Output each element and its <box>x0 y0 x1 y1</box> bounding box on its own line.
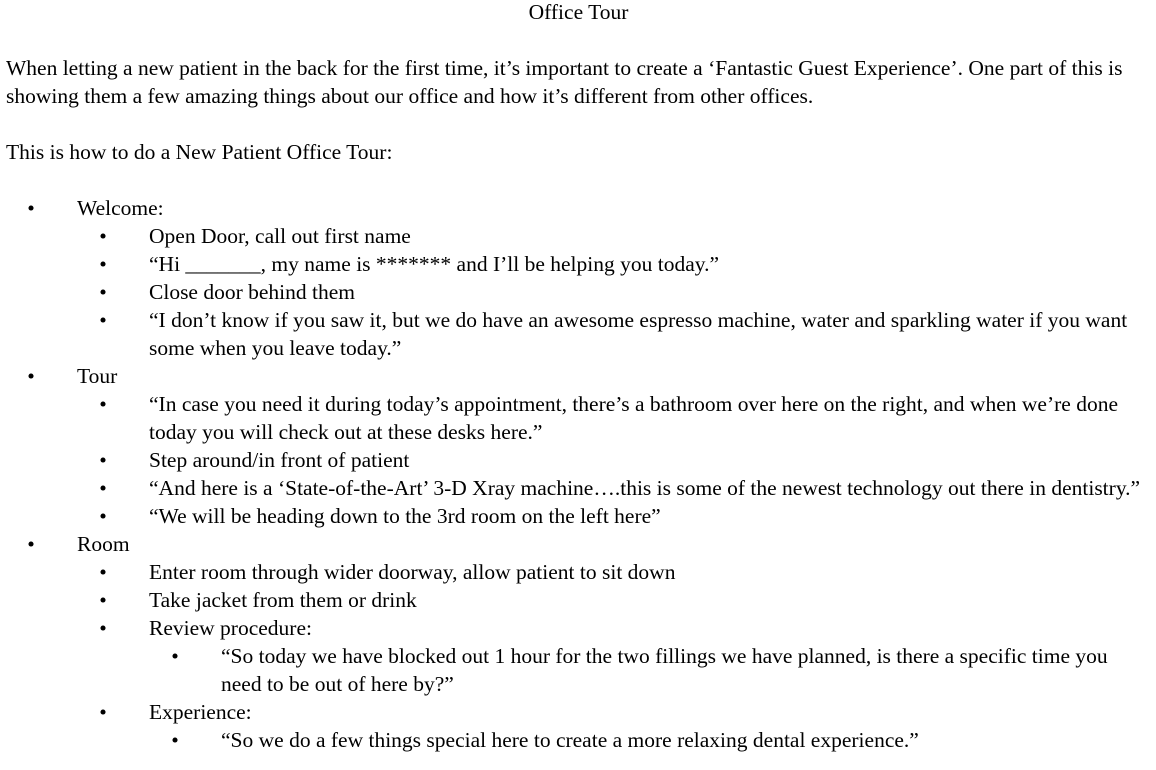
bullet-icon: • <box>99 252 107 276</box>
section-tour <box>6 362 1151 530</box>
list-item-text: Close door behind them <box>149 280 356 304</box>
bullet-icon: • <box>99 280 107 304</box>
list-item-text: “And here is a ‘State-of-the-Art’ 3-D Xray machine….this is some of the newest technology out there in dentistry.” <box>149 476 1141 500</box>
tour-steps-list <box>6 194 1151 754</box>
list-item-text: Enter room through wider doorway, allow patient to sit down <box>149 560 676 584</box>
bullet-icon: • <box>99 700 107 724</box>
spacer <box>6 166 1151 194</box>
list-item-text: “In case you need it during today’s appointment, there’s a bathroom over here on the right, and when we’re done today you will check out at these desks here.” <box>149 392 1118 444</box>
bullet-icon: • <box>99 224 107 248</box>
list-item-text: “I don’t know if you saw it, but we do have an awesome espresso machine, water and sparkling water if you want some when you leave today.” <box>149 308 1128 360</box>
bullet-icon: • <box>99 392 107 416</box>
sub-items <box>149 726 1151 754</box>
section-label: Welcome: <box>77 196 164 220</box>
list-item <box>6 502 1151 530</box>
section-welcome <box>6 194 1151 362</box>
bullet-icon: • <box>27 364 35 388</box>
bullet-icon: • <box>99 588 107 612</box>
spacer <box>6 26 1151 54</box>
list-item-text: Open Door, call out first name <box>149 224 411 248</box>
intro-paragraph: When letting a new patient in the back for the first time, it’s important to create a ‘Fantastic Guest Experience’. One part of this is showing them a few amazing things about our office and how it’s different from other offices. <box>6 56 1123 108</box>
section-label: Tour <box>77 364 118 388</box>
spacer <box>6 110 1151 138</box>
bullet-icon: • <box>171 728 179 752</box>
list-item-text: “Hi _______, my name is ******* and I’ll be helping you today.” <box>149 252 720 276</box>
document-title: Office Tour <box>528 0 629 24</box>
list-item <box>6 698 1151 754</box>
sub-items <box>149 642 1151 698</box>
list-item <box>6 306 1151 362</box>
list-item-text: “We will be heading down to the 3rd room on the left here” <box>149 504 661 528</box>
section-room <box>6 530 1151 754</box>
bullet-icon: • <box>27 196 35 220</box>
list-item <box>6 446 1151 474</box>
list-item <box>6 278 1151 306</box>
sub-list-item <box>6 642 1151 698</box>
list-item-text: Take jacket from them or drink <box>149 588 417 612</box>
list-item <box>6 474 1151 502</box>
list-item <box>6 390 1151 446</box>
list-item <box>6 558 1151 586</box>
sub-list-item-text: “So today we have blocked out 1 hour for the two fillings we have planned, is there a specific time you need to be out of here by?” <box>221 644 1108 696</box>
list-item <box>6 586 1151 614</box>
bullet-icon: • <box>99 504 107 528</box>
section-items <box>77 222 1151 362</box>
list-item <box>6 614 1151 698</box>
bullet-icon: • <box>99 476 107 500</box>
lead-paragraph: This is how to do a New Patient Office Tour: <box>6 140 393 164</box>
section-items <box>77 390 1151 530</box>
list-item <box>6 222 1151 250</box>
bullet-icon: • <box>171 644 179 668</box>
section-items <box>77 558 1151 754</box>
list-item-text: Review procedure: <box>149 616 312 640</box>
sub-list-item <box>6 726 1151 754</box>
list-item-text: Step around/in front of patient <box>149 448 410 472</box>
bullet-icon: • <box>99 448 107 472</box>
bullet-icon: • <box>99 560 107 584</box>
bullet-icon: • <box>99 308 107 332</box>
sub-list-item-text: “So we do a few things special here to create a more relaxing dental experience.” <box>221 728 919 752</box>
list-item <box>6 250 1151 278</box>
list-item-text: Experience: <box>149 700 252 724</box>
document-page <box>6 0 1151 754</box>
section-label: Room <box>77 532 130 556</box>
bullet-icon: • <box>99 616 107 640</box>
bullet-icon: • <box>27 532 35 556</box>
